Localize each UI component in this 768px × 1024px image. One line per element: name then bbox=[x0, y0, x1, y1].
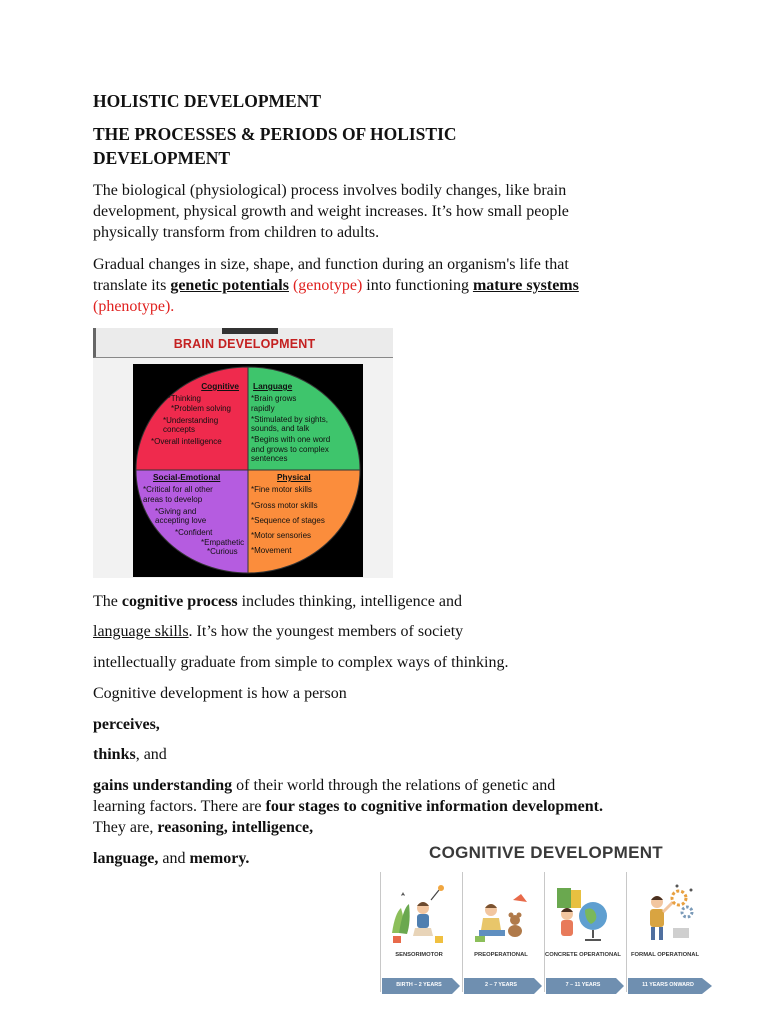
phenotype-term: (phenotype). bbox=[93, 298, 175, 315]
child-with-teddy-icon bbox=[469, 878, 534, 948]
genetic-potentials-term: genetic potentials bbox=[170, 277, 289, 294]
age-range-2: 2 – 7 YEARS bbox=[485, 982, 517, 988]
social-emotional-text: Social-Emotional *Critical for all other areas to develop *Giving and accepting love *Confident *Empathetic *Curious bbox=[143, 472, 245, 557]
age-range-4: 11 YEARS ONWARD bbox=[642, 982, 694, 988]
stage-formal-operational bbox=[626, 872, 703, 992]
section-heading-line-1: THE PROCESSES & PERIODS OF HOLISTIC bbox=[93, 124, 457, 144]
thinks-line: thinks, and bbox=[93, 746, 167, 763]
header-tab bbox=[222, 328, 278, 334]
physical-text: Physical *Fine motor skills *Gross motor skills *Sequence of stages *Motor sensories *Movement bbox=[251, 473, 359, 556]
cognitive-development-figure bbox=[376, 827, 716, 1000]
stage-name: SENSORIMOTOR bbox=[395, 952, 443, 958]
language-heading: Language bbox=[253, 381, 293, 391]
genotype-term: (genotype) bbox=[292, 277, 363, 294]
perceives-term: perceives, bbox=[93, 716, 160, 733]
figure-header-bar bbox=[93, 328, 393, 358]
teen-with-gears-icon bbox=[633, 878, 698, 948]
stage-concrete-operational bbox=[544, 872, 621, 992]
document-title: HOLISTIC DEVELOPMENT bbox=[93, 91, 322, 111]
brain-development-figure bbox=[93, 328, 393, 578]
four-stages-term: four stages to cognitive information development. bbox=[265, 798, 603, 815]
cognitive-line-1: The cognitive process includes thinking, intelligence and bbox=[93, 593, 462, 610]
age-range-1: BIRTH – 2 YEARS bbox=[396, 982, 442, 988]
stage-sensorimotor bbox=[380, 872, 457, 992]
cognitive-line-2: language skills. It’s how the youngest members of society bbox=[93, 623, 464, 640]
brain-panel bbox=[133, 364, 363, 577]
age-range-3: 7 – 11 YEARS bbox=[565, 982, 601, 988]
gains-understanding-term: gains understanding bbox=[93, 777, 233, 794]
cog-figure-title: COGNITIVE DEVELOPMENT bbox=[429, 843, 663, 862]
gains-understanding-paragraph: gains understanding of their world through the relations of genetic and learning factors. There are four stages to cognitive information development. They are, reasoning, intelligence, bbox=[93, 777, 603, 836]
mature-systems-term: mature systems bbox=[472, 277, 579, 294]
cognitive-text: Cognitive *Thinking *Problem solving *Understanding concepts *Overall intelligence bbox=[141, 382, 245, 447]
section-heading-line-2: DEVELOPMENT bbox=[93, 148, 231, 168]
stage-name: CONCRETE OPERATIONAL bbox=[545, 952, 621, 958]
cognitive-process-term: cognitive process bbox=[121, 593, 238, 610]
language-text: Language *Brain grows rapidly *Stimulated by sights, sounds, and talk *Begins with one word and grows to complex sentences bbox=[251, 382, 361, 463]
social-emotional-heading: Social-Emotional bbox=[153, 472, 221, 482]
stage-preoperational bbox=[462, 872, 539, 992]
stage-name: FORMAL OPERATIONAL bbox=[630, 952, 700, 958]
physical-heading: Physical bbox=[277, 472, 311, 482]
cognitive-heading: Cognitive bbox=[201, 381, 239, 391]
stage-name: PREOPERATIONAL bbox=[474, 952, 528, 958]
biological-paragraph: The biological (physiological) process involves bodily changes, like brain development, physical growth and weight increases. It’s how small people physically transform from children to adults. bbox=[93, 182, 569, 241]
cognitive-last-line: language, and memory. bbox=[93, 850, 250, 867]
cognitive-line-4: Cognitive development is how a person bbox=[93, 685, 347, 702]
brain-figure-title: BRAIN DEVELOPMENT bbox=[173, 337, 316, 351]
child-with-globe-icon bbox=[551, 878, 616, 948]
thinks-term: thinks bbox=[93, 746, 136, 763]
language-skills-term: language skills bbox=[93, 623, 189, 640]
baby-with-toys-icon bbox=[387, 878, 452, 948]
cognitive-line-3: intellectually graduate from simple to complex ways of thinking. bbox=[93, 654, 509, 671]
gradual-changes-paragraph: Gradual changes in size, shape, and function during an organism's life that translate its genetic potentials (genotype) into functioning mature systems (phenotype). bbox=[93, 256, 579, 315]
